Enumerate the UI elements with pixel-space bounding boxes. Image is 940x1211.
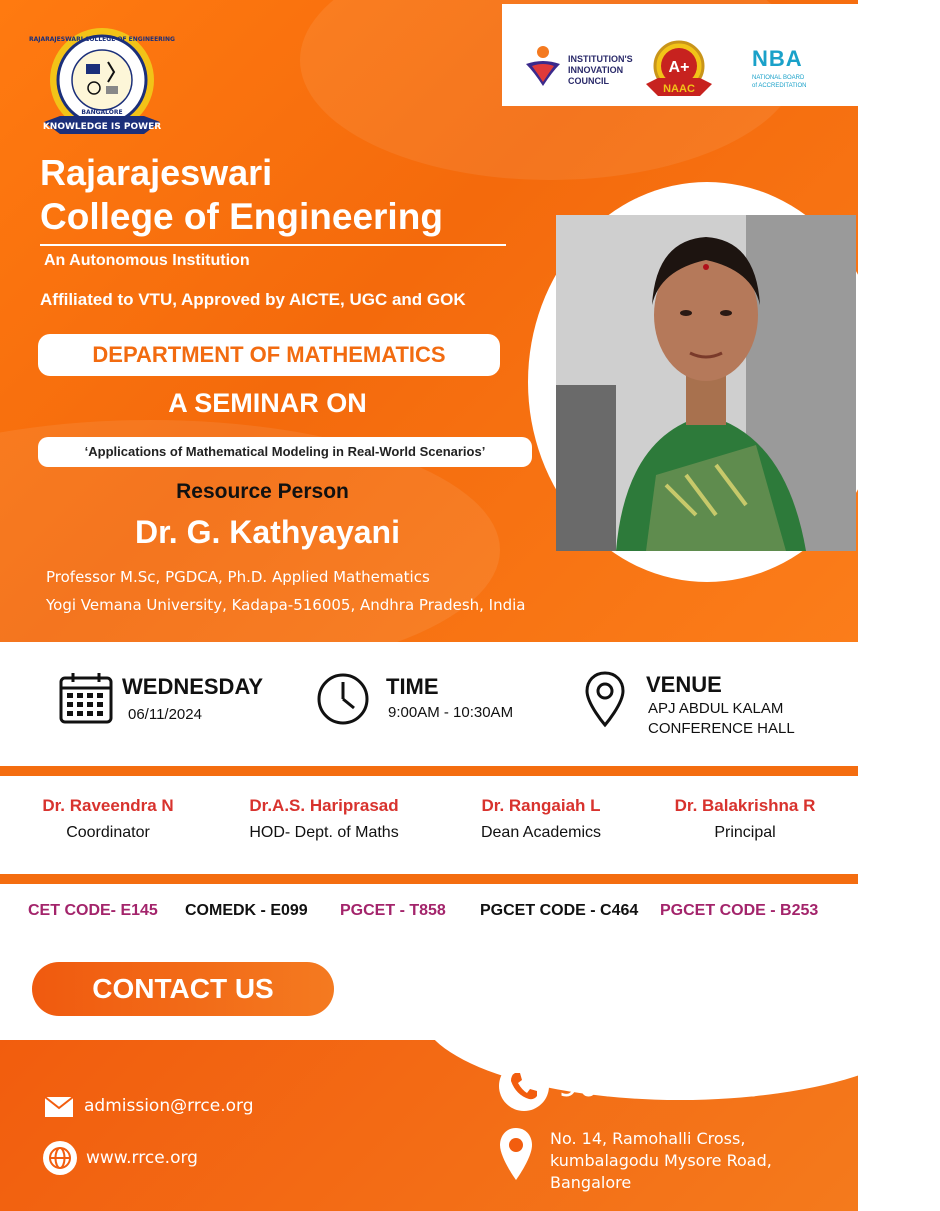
- speaker-affiliation: Yogi Vemana University, Kadapa-516005, Andhra Pradesh, India: [46, 596, 526, 614]
- venue-line2: CONFERENCE HALL: [648, 720, 795, 737]
- nba-text: NATIONAL BOARD of ACCREDITATION: [752, 75, 807, 89]
- event-day: WEDNESDAY: [122, 674, 263, 699]
- official-role: Dean Academics: [480, 824, 602, 841]
- college-name-line2: College of Engineering: [40, 196, 443, 237]
- phone-number[interactable]: 9008845678: [558, 1066, 762, 1104]
- address-line3: Bangalore: [550, 1173, 632, 1192]
- official-name: Dr. Raveendra N: [42, 796, 174, 815]
- contact-us-button[interactable]: CONTACT US: [32, 962, 334, 1016]
- event-info-row: [0, 642, 858, 766]
- venue-line1: APJ ABDUL KALAM: [648, 700, 784, 717]
- naac-badge-icon: [642, 38, 716, 100]
- official-item: [222, 796, 426, 842]
- phone-icon: [498, 1060, 550, 1112]
- time-value: 9:00AM - 10:30AM: [388, 704, 514, 721]
- official-role: Principal: [714, 824, 776, 841]
- affiliation-text: Affiliated to VTU, Approved by AICTE, UGC and GOK: [40, 290, 466, 309]
- comedk-code: COMEDK - E099: [185, 902, 308, 919]
- naac-label: NAAC: [663, 83, 695, 95]
- speaker-photo: [556, 215, 856, 551]
- official-name: Dr. Rangaiah L: [481, 796, 601, 815]
- location-pin-icon: [498, 1126, 534, 1182]
- nba-logo: NBA: [752, 46, 803, 71]
- address-block: [550, 1128, 772, 1194]
- pgcet-code-b253: PGCET CODE - B253: [660, 902, 819, 919]
- address-line2: kumbalagodu Mysore Road,: [550, 1151, 772, 1170]
- location-pin-icon: [584, 670, 626, 728]
- website-link[interactable]: www.rrce.org: [86, 1148, 198, 1168]
- department-banner: DEPARTMENT OF MATHEMATICS: [38, 334, 500, 376]
- officials-row: [0, 776, 858, 874]
- official-item: [20, 796, 196, 842]
- pgcet-code: PGCET - T858: [340, 902, 446, 919]
- time-label: TIME: [386, 674, 439, 699]
- seal-city: BANGALORE: [81, 109, 123, 116]
- official-item: [456, 796, 626, 842]
- iic-text: INSTITUTION'S INNOVATION COUNCIL: [568, 54, 633, 86]
- date-block: [58, 670, 263, 730]
- official-name: Dr.A.S. Hariprasad: [249, 796, 399, 815]
- divider-bar: [0, 874, 858, 884]
- autonomous-label: An Autonomous Institution: [44, 252, 250, 269]
- header-section: [0, 0, 858, 642]
- clock-icon: [316, 672, 370, 726]
- globe-icon: [42, 1140, 78, 1176]
- speaker-name: Dr. G. Kathyayani: [135, 514, 400, 550]
- seal-motto: KNOWLEDGE IS POWER: [42, 122, 162, 132]
- accreditation-badges: [502, 4, 858, 106]
- official-item: [652, 796, 838, 842]
- time-block: [316, 672, 514, 730]
- college-seal-logo: [29, 24, 175, 148]
- email-address[interactable]: admission@rrce.org: [84, 1096, 254, 1116]
- official-name: Dr. Balakrishna R: [674, 796, 816, 815]
- address-line1: No. 14, Ramohalli Cross,: [550, 1129, 746, 1148]
- resource-person-label: Resource Person: [176, 480, 349, 503]
- seminar-topic: ‘Applications of Mathematical Modeling in Real-World Scenarios’: [38, 437, 532, 467]
- cet-code: CET CODE- E145: [28, 902, 158, 919]
- calendar-icon: [58, 670, 114, 726]
- pgcet-code-c464: PGCET CODE - C464: [480, 902, 639, 919]
- seal-top-text: RAJARAJESWARI COLLEGE OF ENGINEERING: [29, 36, 175, 43]
- naac-grade: A+: [668, 59, 690, 76]
- official-role: Coordinator: [66, 824, 150, 841]
- venue-label: VENUE: [646, 672, 722, 697]
- iic-logo-icon: [522, 44, 564, 90]
- seminar-heading: A SEMINAR ON: [168, 388, 367, 418]
- title-divider: [40, 244, 506, 246]
- speaker-qualification: Professor M.Sc, PGDCA, Ph.D. Applied Mathematics: [46, 568, 430, 586]
- event-date: 06/11/2024: [128, 706, 202, 723]
- email-icon: [44, 1096, 74, 1118]
- official-role: HOD- Dept. of Maths: [249, 824, 399, 841]
- divider-bar: [0, 766, 858, 776]
- college-name-line1: Rajarajeswari: [40, 152, 273, 193]
- footer-section: [0, 1040, 858, 1211]
- venue-block: [584, 670, 795, 737]
- speaker-portrait-image: [556, 215, 856, 551]
